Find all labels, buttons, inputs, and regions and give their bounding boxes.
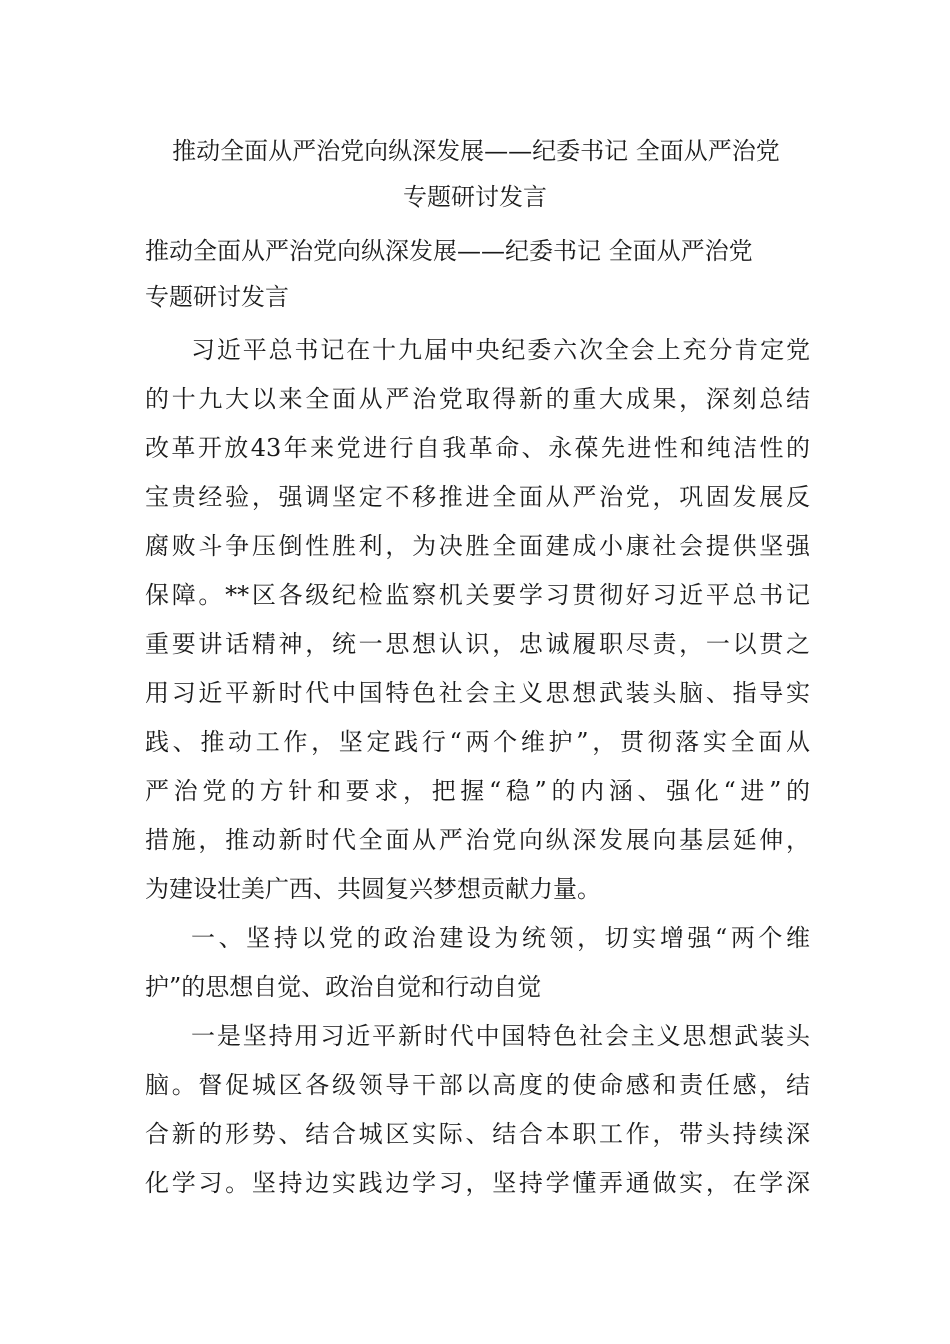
paragraph-line: 宝贵经验，强调坚定不移推进全面从严治党，巩固发展反 xyxy=(145,483,810,511)
paragraph-line: 习近平总书记在十九届中央纪委六次全会上充分肯定党 xyxy=(191,336,810,364)
document-body xyxy=(145,326,810,1208)
document-title xyxy=(140,128,810,220)
title-line: 专题研讨发言 xyxy=(403,183,547,211)
paragraph-line: 一、坚持以党的政治建设为统领，切实增强“两个维 xyxy=(191,924,810,952)
subtitle-line: 推动全面从严治党向纵深发展——纪委书记 全面从严治党 xyxy=(145,237,753,265)
document-subtitle xyxy=(145,228,810,320)
paragraph-line: 一是坚持用习近平新时代中国特色社会主义思想武装头 xyxy=(191,1022,810,1050)
paragraph-point-1 xyxy=(145,1012,810,1208)
subtitle-line: 专题研讨发言 xyxy=(145,283,289,311)
paragraph-line: 腐败斗争压倒性胜利，为决胜全面建成小康社会提供坚强 xyxy=(145,532,810,560)
paragraph-line: 措施，推动新时代全面从严治党向纵深发展向基层延伸， xyxy=(145,826,810,854)
paragraph-line: 脑。督促城区各级领导干部以高度的使命感和责任感，结 xyxy=(145,1071,810,1099)
paragraph-line: 用习近平新时代中国特色社会主义思想武装头脑、指导实 xyxy=(145,679,810,707)
paragraph-line: 严治党的方针和要求，把握“稳”的内涵、强化“进”的 xyxy=(145,777,810,805)
paragraph-line: 保障。**区各级纪检监察机关要学习贯彻好习近平总书记 xyxy=(145,581,810,609)
paragraph-line: 护”的思想自觉、政治自觉和行动自觉 xyxy=(145,973,542,1001)
paragraph-line: 化学习。坚持边实践边学习，坚持学懂弄通做实，在学深 xyxy=(145,1169,810,1197)
paragraph-line: 践、推动工作，坚定践行“两个维护”，贯彻落实全面从 xyxy=(145,728,810,756)
paragraph-line: 改革开放43年来党进行自我革命、永葆先进性和纯洁性的 xyxy=(145,434,810,462)
paragraph-intro xyxy=(145,326,810,914)
title-line: 推动全面从严治党向纵深发展——纪委书记 全面从严治党 xyxy=(172,137,780,165)
paragraph-line: 重要讲话精神，统一思想认识，忠诚履职尽责，一以贯之 xyxy=(145,630,810,658)
paragraph-line: 为建设壮美广西、共圆复兴梦想贡献力量。 xyxy=(145,875,601,903)
paragraph-line: 的十九大以来全面从严治党取得新的重大成果，深刻总结 xyxy=(145,385,810,413)
section-heading-1 xyxy=(145,914,810,1012)
paragraph-line: 合新的形势、结合城区实际、结合本职工作，带头持续深 xyxy=(145,1120,810,1148)
